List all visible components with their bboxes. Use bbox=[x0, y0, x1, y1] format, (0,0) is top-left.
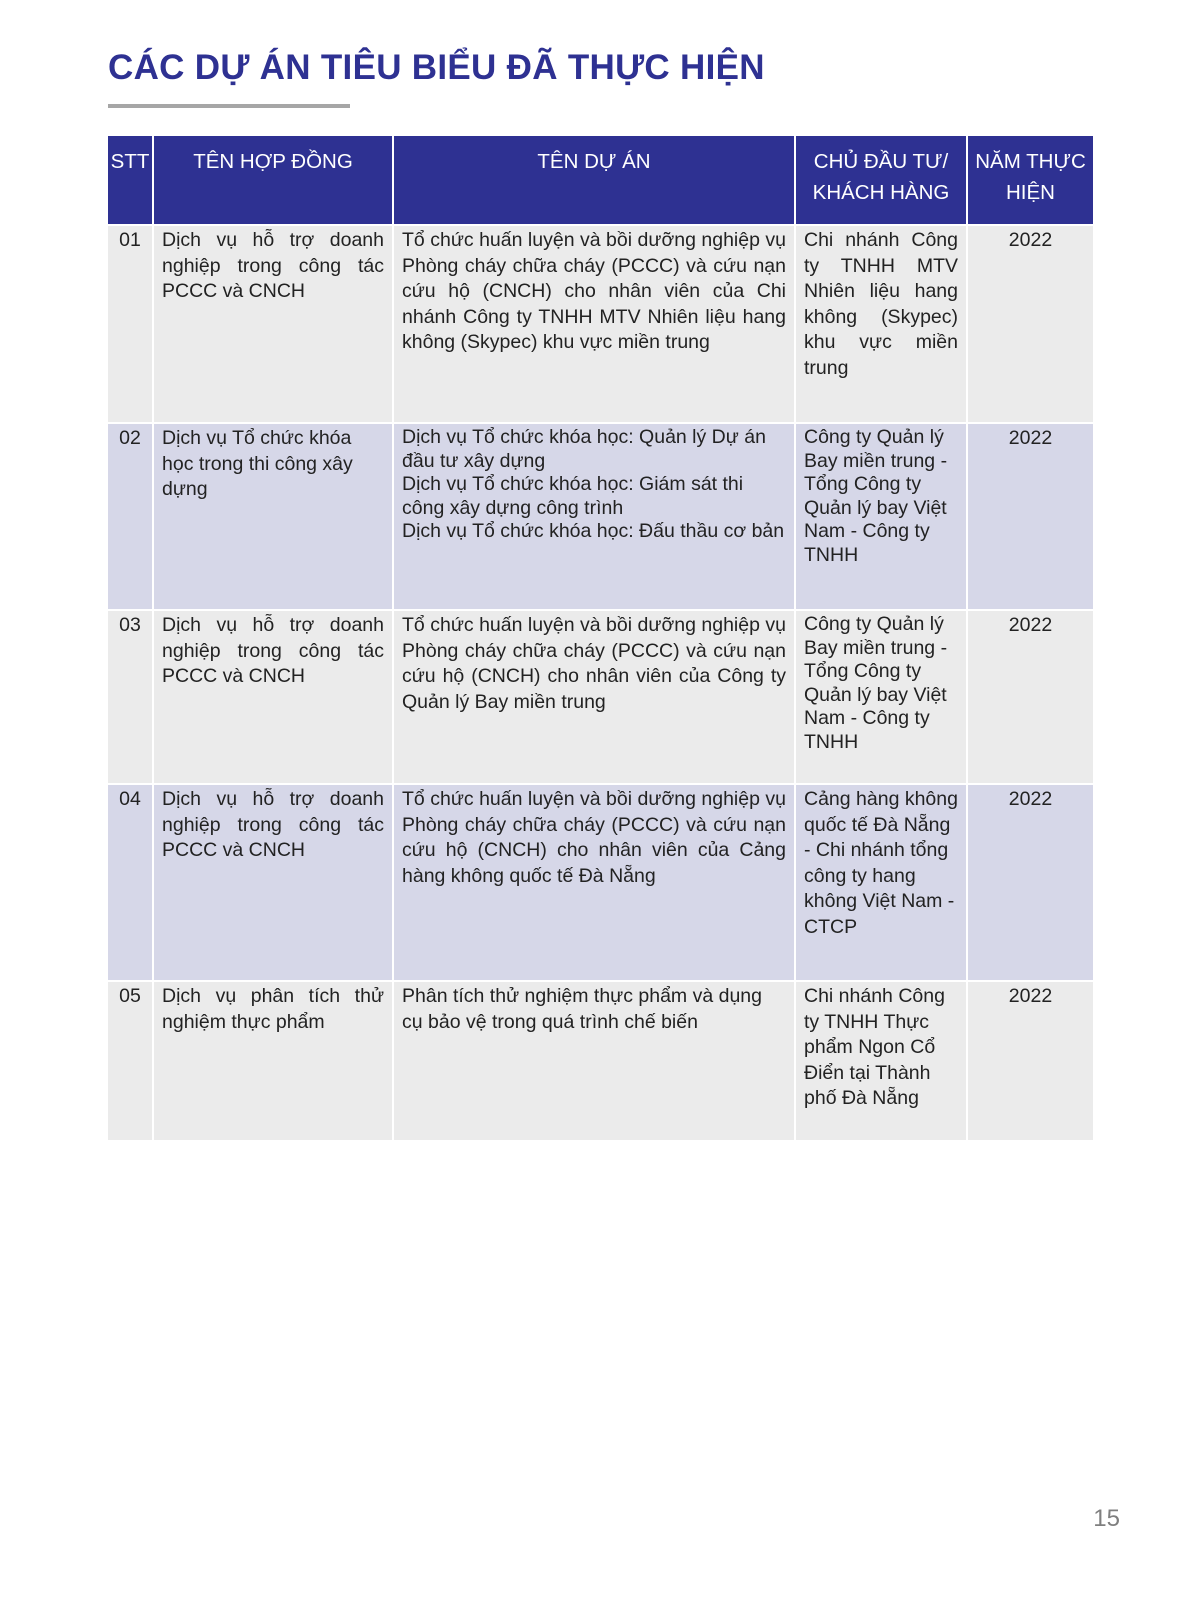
project-line: Dịch vụ Tổ chức khóa học: Đấu thầu cơ bản bbox=[402, 520, 785, 542]
header-investor: CHỦ ĐẦU TƯ/ KHÁCH HÀNG bbox=[796, 136, 968, 226]
table-row bbox=[108, 424, 1093, 611]
cell-project: Tổ chức huấn luyện và bồi dưỡng nghiệp vụ Phòng cháy chữa cháy (PCCC) và cứu nạn cứu hộ (CNCH) cho nhân viên của Chi nhánh Công ty TNHH MTV Nhiên liệu hang không (Skypec) khu vực miền trung bbox=[394, 226, 796, 424]
cell-stt: 03 bbox=[108, 611, 154, 785]
page-title: CÁC DỰ ÁN TIÊU BIỂU ĐÃ THỰC HIỆN bbox=[108, 48, 765, 87]
cell-contract: Dịch vụ hỗ trợ doanh nghiệp trong công tác PCCC và CNCH bbox=[154, 611, 394, 785]
cell-contract: Dịch vụ hỗ trợ doanh nghiệp trong công tác PCCC và CNCH bbox=[154, 226, 394, 424]
cell-project: Phân tích thử nghiệm thực phẩm và dụng cụ bảo vệ trong quá trình chế biến bbox=[394, 982, 796, 1142]
cell-year: 2022 bbox=[968, 226, 1093, 424]
page-number: 15 bbox=[1093, 1505, 1120, 1532]
table-header-row bbox=[108, 136, 1093, 226]
cell-year: 2022 bbox=[968, 785, 1093, 982]
cell-investor: Cảng hàng không quốc tế Đà Nẵng - Chi nhánh tổng công ty hang không Việt Nam - CTCP bbox=[796, 785, 968, 982]
cell-year: 2022 bbox=[968, 611, 1093, 785]
table-row bbox=[108, 982, 1093, 1142]
project-line: Dịch vụ Tổ chức khóa học: Quản lý Dự án đầu tư xây dựng bbox=[402, 426, 766, 472]
cell-project bbox=[394, 424, 796, 611]
cell-stt: 02 bbox=[108, 424, 154, 611]
projects-table bbox=[108, 136, 1093, 1142]
cell-project: Tổ chức huấn luyện và bồi dưỡng nghiệp vụ Phòng cháy chữa cháy (PCCC) và cứu nạn cứu hộ (CNCH) cho nhân viên của Cảng hàng không quốc tế Đà Nẵng bbox=[394, 785, 796, 982]
cell-year: 2022 bbox=[968, 424, 1093, 611]
cell-stt: 01 bbox=[108, 226, 154, 424]
cell-investor: Công ty Quản lý Bay miền trung - Tổng Công ty Quản lý bay Việt Nam - Công ty TNHH bbox=[796, 611, 968, 785]
cell-contract: Dịch vụ phân tích thử nghiệm thực phẩm bbox=[154, 982, 394, 1142]
table-row bbox=[108, 785, 1093, 982]
cell-contract: Dịch vụ hỗ trợ doanh nghiệp trong công tác PCCC và CNCH bbox=[154, 785, 394, 982]
header-year: NĂM THỰC HIỆN bbox=[968, 136, 1093, 226]
header-project-name: TÊN DỰ ÁN bbox=[394, 136, 796, 226]
title-underline bbox=[108, 104, 350, 108]
header-contract-name: TÊN HỢP ĐỒNG bbox=[154, 136, 394, 226]
project-line: Dịch vụ Tổ chức khóa học: Giám sát thi công xây dựng công trình bbox=[402, 473, 744, 519]
cell-investor: Công ty Quản lý Bay miền trung - Tổng Công ty Quản lý bay Việt Nam - Công ty TNHH bbox=[796, 424, 968, 611]
header-stt: STT bbox=[108, 136, 154, 226]
cell-project: Tổ chức huấn luyện và bồi dưỡng nghiệp vụ Phòng cháy chữa cháy (PCCC) và cứu nạn cứu hộ (CNCH) cho nhân viên của Công ty Quản lý Bay miền trung bbox=[394, 611, 796, 785]
cell-stt: 04 bbox=[108, 785, 154, 982]
cell-investor: Chi nhánh Công ty TNHH MTV Nhiên liệu hang không (Skypec) khu vực miền trung bbox=[796, 226, 968, 424]
table-row bbox=[108, 226, 1093, 424]
table-row bbox=[108, 611, 1093, 785]
cell-investor: Chi nhánh Công ty TNHH Thực phẩm Ngon Cổ Điển tại Thành phố Đà Nẵng bbox=[796, 982, 968, 1142]
cell-stt: 05 bbox=[108, 982, 154, 1142]
cell-contract: Dịch vụ Tổ chức khóa học trong thi công xây dựng bbox=[154, 424, 394, 611]
cell-year: 2022 bbox=[968, 982, 1093, 1142]
